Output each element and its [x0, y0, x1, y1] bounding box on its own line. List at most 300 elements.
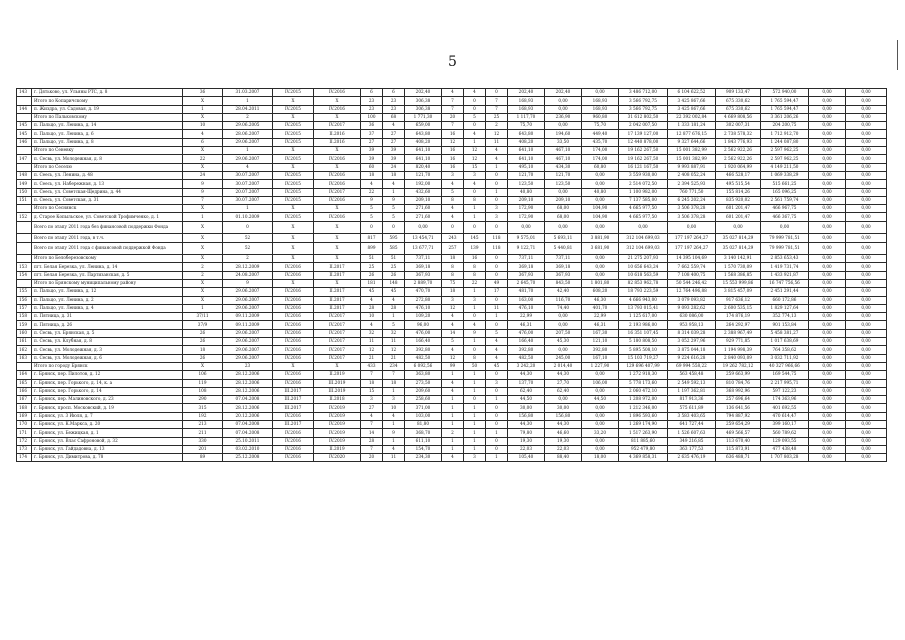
table-cell: 1	[183, 105, 223, 113]
table-cell: 36	[361, 122, 383, 130]
table-cell: 811 885,60	[619, 437, 668, 445]
table-cell: 15 103 719,27	[619, 354, 668, 362]
table-cell: 148	[383, 279, 405, 287]
table-cell: 2 853 653,43	[761, 255, 809, 263]
table-cell: 643,80	[508, 130, 545, 138]
table-cell: 52	[223, 234, 273, 242]
table-cell: 153	[17, 263, 32, 271]
table-cell: 929 771,85	[716, 338, 761, 346]
table-cell: 4	[442, 205, 464, 213]
table-cell: 0,00	[545, 321, 582, 329]
table-cell: 121,70	[405, 171, 442, 179]
table-cell: 1 707 803,28	[761, 454, 809, 462]
table-cell: 482,50	[508, 354, 545, 362]
table-cell: 75	[442, 279, 464, 287]
table-cell: X	[273, 242, 314, 255]
table-cell: 46,31	[582, 321, 619, 329]
table-cell: 143	[17, 89, 32, 97]
table-cell: 116,70	[545, 296, 582, 304]
table-cell: X	[183, 362, 223, 370]
table-cell: 2	[442, 429, 464, 437]
table-cell: 22,03	[508, 445, 545, 453]
table-cell: 156,80	[545, 412, 582, 420]
table-cell: 129 093,55	[761, 437, 809, 445]
table-cell: 36	[183, 89, 223, 97]
table-cell: 0,00	[846, 155, 887, 163]
table-cell: 312 104 699,03	[619, 234, 668, 242]
table-cell: IV.2015	[273, 130, 314, 138]
table-cell: 28.12.2006	[223, 387, 273, 395]
table-cell: 10	[361, 313, 383, 321]
table-cell: II.2017	[314, 288, 361, 296]
table-cell: X	[273, 362, 314, 370]
table-cell: 44,50	[508, 396, 545, 404]
table-cell: 12 764 496,88	[668, 288, 716, 296]
table-cell: 0,00	[809, 188, 846, 196]
table-cell: 0	[486, 180, 508, 188]
table-cell: 12	[361, 346, 383, 354]
table-cell: г. Брянск, ул. Гайдадовна, д. 13	[32, 445, 183, 453]
table-cell: 0,00	[809, 242, 846, 255]
table-cell	[17, 147, 32, 155]
table-cell: 595	[383, 234, 405, 242]
table-cell: 432,60	[405, 188, 442, 196]
table-cell: 12 877 676,15	[668, 130, 716, 138]
table-cell: 165	[17, 379, 32, 387]
table-cell: 659,00	[405, 122, 442, 130]
table-cell: 22	[183, 155, 223, 163]
table-cell: 1	[442, 437, 464, 445]
table-cell: 3 566 792,75	[619, 105, 668, 113]
table-cell: 29.06.2005	[223, 122, 273, 130]
table-cell: X	[314, 279, 361, 287]
table-cell: 09.11.2009	[223, 321, 273, 329]
table-cell: 469 566,57	[716, 429, 761, 437]
table-cell: 466 967,75	[761, 205, 809, 213]
table-cell: 5 458 381,27	[761, 329, 809, 337]
table-cell: 31 612 802,50	[619, 113, 668, 121]
table-cell: 11	[383, 338, 405, 346]
table-cell: 4 665 977,50	[619, 213, 668, 221]
table-cell: 434,30	[545, 163, 582, 171]
table-cell	[17, 279, 32, 287]
table-cell: 3	[361, 396, 383, 404]
table-cell: 75,70	[508, 122, 545, 130]
table-cell: 2 840 093,09	[716, 354, 761, 362]
table-cell: 149	[17, 180, 32, 188]
table-cell: 575 611,89	[668, 404, 716, 412]
table-cell: 9 575,01	[508, 234, 545, 242]
table-cell: 15 001 382,99	[668, 155, 716, 163]
table-cell: 0,00	[846, 354, 887, 362]
table-cell: 2 597 962,25	[761, 155, 809, 163]
table-cell: 258,60	[405, 396, 442, 404]
table-cell: 136 641,56	[716, 404, 761, 412]
table-cell: 495 515,54	[716, 180, 761, 188]
table-cell: 8	[464, 354, 486, 362]
table-cell: 0,00	[809, 213, 846, 221]
table-cell: 2 549 592,13	[668, 379, 716, 387]
table-cell: 17 139 127,00	[619, 130, 668, 138]
table-cell: 236,90	[545, 113, 582, 121]
table-cell: 39	[361, 147, 383, 155]
table-cell: 0,00	[809, 296, 846, 304]
table-cell: 1	[442, 396, 464, 404]
table-row	[17, 263, 887, 271]
table-cell: 0,00	[668, 221, 716, 234]
table-cell: 104,90	[582, 213, 619, 221]
table-cell: 0,00	[582, 420, 619, 428]
table-cell: 2 635 476,19	[668, 454, 716, 462]
table-cell: 4	[383, 180, 405, 188]
table-cell: 0	[486, 255, 508, 263]
table-cell: 0	[464, 105, 486, 113]
table-cell: 737,11	[405, 255, 442, 263]
table-cell: 156	[17, 296, 32, 304]
table-cell: 367,93	[508, 271, 545, 279]
table-cell: 641,10	[405, 147, 442, 155]
table-cell: 1 244 087,80	[761, 138, 809, 146]
table-cell: 60,80	[582, 163, 619, 171]
table-cell: 3 052 297,96	[668, 338, 716, 346]
table-cell: 82 853 962,78	[619, 279, 668, 287]
table-cell: 30,00	[545, 404, 582, 412]
table-cell: г. Брянск, ул. Влас Сафроновой, д. 32	[32, 437, 183, 445]
table-cell: 121,70	[508, 171, 545, 179]
table-cell: 3 881,90	[582, 234, 619, 242]
table-cell: 352 774,13	[761, 313, 809, 321]
table-cell: IV.2019	[314, 420, 361, 428]
table-cell: 1 568 386,85	[716, 271, 761, 279]
table-cell: 2	[223, 113, 273, 121]
table-cell: 177 197 264,27	[668, 234, 716, 242]
table-cell: 4	[486, 155, 508, 163]
table-cell: 0,00	[809, 163, 846, 171]
table-cell: 22,03	[545, 445, 582, 453]
table-cell: 100	[361, 113, 383, 121]
table-cell: 1 829 127,64	[761, 304, 809, 312]
table-cell: 675 330,62	[716, 97, 761, 105]
table-row	[17, 163, 887, 171]
table-cell: 0	[442, 221, 464, 234]
table-cell: 18,00	[582, 454, 619, 462]
table-cell: 245,00	[545, 354, 582, 362]
table-cell: 9	[383, 429, 405, 437]
table-cell: 1	[464, 379, 486, 387]
table-cell: 1	[383, 437, 405, 445]
table-cell	[17, 362, 32, 370]
table-cell: 7	[486, 97, 508, 105]
table-cell: 109,20	[405, 313, 442, 321]
table-cell: X	[314, 234, 361, 242]
table-cell: 0,00	[545, 105, 582, 113]
table-cell	[17, 163, 32, 171]
table-cell: 25.12.2008	[223, 454, 273, 462]
table-cell: 8	[464, 271, 486, 279]
table-row	[17, 155, 887, 163]
table-cell: 89	[183, 454, 223, 462]
table-cell: 0,00	[846, 196, 887, 204]
table-cell: 0,00	[582, 171, 619, 179]
table-cell: 3 032 711,92	[761, 354, 809, 362]
table-cell: 5	[442, 188, 464, 196]
table-cell: 9	[223, 279, 273, 287]
table-cell: III.2017	[273, 404, 314, 412]
table-cell: 121,10	[582, 338, 619, 346]
table-cell: 1	[442, 420, 464, 428]
table-cell: 50	[464, 362, 486, 370]
table-cell: 0,00	[809, 329, 846, 337]
table-cell: п. Пальцо, ул. Ленина, д. 2	[32, 296, 183, 304]
table-cell: 810 784,76	[716, 379, 761, 387]
table-cell: 26	[383, 271, 405, 279]
table-cell: 14	[361, 429, 383, 437]
table-cell: 0,00	[809, 171, 846, 179]
table-cell: 3 506 378,28	[668, 213, 716, 221]
table-cell: 0,00	[846, 255, 887, 263]
table-cell: 953 958,13	[668, 321, 716, 329]
table-cell: 79 999 781,51	[761, 234, 809, 242]
table-cell: 0,00	[846, 346, 887, 354]
table-cell: 12	[442, 354, 464, 362]
table-cell: 1	[442, 371, 464, 379]
table-cell: 30.07.2007	[223, 180, 273, 188]
page-number: 5	[448, 54, 457, 70]
table-row	[17, 242, 887, 255]
table-cell: Всего по этапу 2011 года с финансовой поддержкой Фонда	[32, 242, 183, 255]
table-cell: 4	[486, 354, 508, 362]
table-cell: 209,60	[405, 387, 442, 395]
table-cell: 8 314 039,28	[668, 329, 716, 337]
table-cell: 0,00	[846, 113, 887, 121]
table-cell: 18 793 223,59	[619, 288, 668, 296]
table-cell: 9 093 282,62	[668, 304, 716, 312]
table-cell: 168,93	[582, 97, 619, 105]
table-cell: 0,00	[846, 296, 887, 304]
table-cell: X	[183, 163, 223, 171]
table-cell: 16	[442, 147, 464, 155]
table-cell: 1	[464, 429, 486, 437]
table-cell: 155	[17, 288, 32, 296]
table-cell: 1 920 064,99	[716, 163, 761, 171]
table-cell: 07.04.2008	[223, 396, 273, 404]
table-cell: 470,70	[405, 288, 442, 296]
table-cell: 37/11	[183, 313, 223, 321]
table-cell: 168,93	[508, 105, 545, 113]
table-cell: 16	[464, 255, 486, 263]
table-cell: 1	[486, 313, 508, 321]
table-cell: 0,00	[582, 89, 619, 97]
table-cell: 192	[183, 412, 223, 420]
table-cell: 0,00	[809, 97, 846, 105]
table-cell: п. Пальцо, ул. Ленина, д. 12	[32, 288, 183, 296]
table-row	[17, 445, 887, 453]
table-cell: 0,00	[619, 221, 668, 234]
table-row	[17, 404, 887, 412]
table-cell: 88,40	[545, 454, 582, 462]
table-cell: 194,60	[545, 130, 582, 138]
table-cell: 0	[464, 346, 486, 354]
table-cell: 7	[361, 371, 383, 379]
table-cell: IV.2015	[273, 213, 314, 221]
table-cell: 148	[17, 171, 32, 179]
table-cell: 174 363,96	[761, 396, 809, 404]
table-cell: 164	[17, 371, 32, 379]
table-cell: 0	[486, 371, 508, 379]
table-cell: 0,00	[582, 387, 619, 395]
table-cell: Итого по Сеневку	[32, 147, 183, 155]
table-cell: 171	[17, 429, 32, 437]
table-cell: 18	[442, 288, 464, 296]
table-cell: 4	[223, 163, 273, 171]
table-cell: 27,70	[545, 379, 582, 387]
table-cell: 0,00	[582, 196, 619, 204]
table-cell: 0,00	[846, 445, 887, 453]
table-cell: 467,10	[545, 147, 582, 155]
table-cell: 0,00	[508, 221, 545, 234]
table-cell: 0,00	[809, 304, 846, 312]
table-cell: 45	[361, 288, 383, 296]
table-cell: 3 566 792,75	[619, 97, 668, 105]
table-cell: IV.2016	[273, 437, 314, 445]
table-cell: 0,00	[846, 221, 887, 234]
table-cell: 1 765 594,47	[761, 97, 809, 105]
table-cell: 20.12.2006	[223, 412, 273, 420]
table-cell: 28	[361, 437, 383, 445]
table-cell: X	[314, 163, 361, 171]
table-cell: 4	[442, 387, 464, 395]
table-cell: 105,40	[508, 454, 545, 462]
table-cell: 0,00	[582, 255, 619, 263]
table-cell: 0,00	[809, 105, 846, 113]
table-cell	[17, 234, 32, 242]
table-cell: 5 895 508,10	[619, 346, 668, 354]
table-cell: IV.2015	[273, 188, 314, 196]
table-cell: п. Пальцо, ул. Ленина, д. 4	[32, 304, 183, 312]
table-cell: IV.2016	[314, 89, 361, 97]
table-cell: IV.2016	[273, 379, 314, 387]
table-cell: 0	[486, 387, 508, 395]
table-cell: IV.2015	[273, 171, 314, 179]
table-cell: II.2016	[314, 130, 361, 138]
table-cell: 466 367,75	[761, 213, 809, 221]
table-cell: 0,00	[809, 113, 846, 121]
table-cell: 5	[383, 213, 405, 221]
table-cell: 0,00	[846, 147, 887, 155]
table-cell: 10	[183, 122, 223, 130]
table-cell: 909 133,47	[716, 89, 761, 97]
table-cell: 150	[17, 188, 32, 196]
table-cell: 0,00	[582, 404, 619, 412]
table-cell: 174,00	[582, 155, 619, 163]
table-cell: 1 208 972,00	[619, 396, 668, 404]
table-cell: 19,30	[545, 437, 582, 445]
table-cell: 33,20	[582, 429, 619, 437]
table-cell: 1	[464, 420, 486, 428]
table-cell: IV.2016	[314, 105, 361, 113]
table-cell: 259 654,29	[716, 420, 761, 428]
table-cell: 1 771,30	[405, 113, 442, 121]
table-cell: 0	[464, 221, 486, 234]
table-cell: 330	[183, 437, 223, 445]
table-cell: 40 327 966,66	[761, 362, 809, 370]
table-cell: 29.06.2007	[223, 296, 273, 304]
table-cell: 1 333 181,24	[668, 122, 716, 130]
table-cell: X	[314, 97, 361, 105]
table-cell: 1 227,90	[582, 362, 619, 370]
table-cell: 0,00	[846, 437, 887, 445]
table-cell: 12	[442, 304, 464, 312]
table-cell: 1 269 174,90	[619, 420, 668, 428]
table-cell: X	[183, 242, 223, 255]
table-cell: 641,10	[405, 155, 442, 163]
table-cell: 144	[17, 105, 32, 113]
table-cell: 166	[17, 387, 32, 395]
table-cell: 1	[464, 205, 486, 213]
table-cell: 0,00	[809, 196, 846, 204]
table-cell: 145	[464, 234, 486, 242]
table-cell: 0,00	[846, 97, 887, 105]
table-cell: III.2017	[273, 420, 314, 428]
table-cell: 172,90	[508, 213, 545, 221]
table-cell: 3	[486, 379, 508, 387]
table-cell: 3 425 867,66	[668, 97, 716, 105]
table-cell: 1	[183, 304, 223, 312]
table-cell: IV.2017	[314, 354, 361, 362]
table-cell: 1 117,70	[508, 113, 545, 121]
table-cell: 290	[183, 396, 223, 404]
table-cell: 8	[442, 271, 464, 279]
table-cell: 482,50	[405, 354, 442, 362]
table-cell: 660 172,86	[761, 296, 809, 304]
table-cell: IV.2016	[273, 354, 314, 362]
table-cell: 4	[442, 213, 464, 221]
table-cell: 46,30	[582, 296, 619, 304]
table-cell: 0,00	[846, 242, 887, 255]
table-cell: IV.2016	[314, 213, 361, 221]
table-cell: 174 876,19	[716, 313, 761, 321]
table-cell: IV.2015	[273, 155, 314, 163]
table-cell: 5	[361, 213, 383, 221]
table-cell: 1 100 982,00	[619, 188, 668, 196]
table-cell: 5 180 808,50	[619, 338, 668, 346]
table-cell: IV.2019	[314, 429, 361, 437]
table-cell: 74,40	[545, 304, 582, 312]
table-cell: 24	[383, 163, 405, 171]
table-cell: 1 843 776,93	[716, 138, 761, 146]
table-cell: 0	[464, 396, 486, 404]
table-cell: IV.2016	[314, 180, 361, 188]
table-cell: 601 201,47	[716, 205, 761, 213]
table-cell: 0,00	[545, 313, 582, 321]
table-cell: 675 330,62	[716, 105, 761, 113]
table-cell: X	[183, 97, 223, 105]
table-cell: г. Брянск, ул. Бежицкая, д. 1	[32, 429, 183, 437]
table-cell: 435,70	[582, 138, 619, 146]
table-cell: X	[314, 255, 361, 263]
table-cell: 563 458,48	[668, 371, 716, 379]
table-cell: 5	[383, 321, 405, 329]
table-row	[17, 279, 887, 287]
table-cell: 234	[383, 362, 405, 370]
table-cell: 213	[183, 420, 223, 428]
table-cell: 151	[17, 196, 32, 204]
table-cell: 167,30	[582, 329, 619, 337]
table-row	[17, 271, 887, 279]
table-cell: 1	[442, 412, 464, 420]
table-cell: 4	[464, 321, 486, 329]
table-cell: 4	[383, 122, 405, 130]
